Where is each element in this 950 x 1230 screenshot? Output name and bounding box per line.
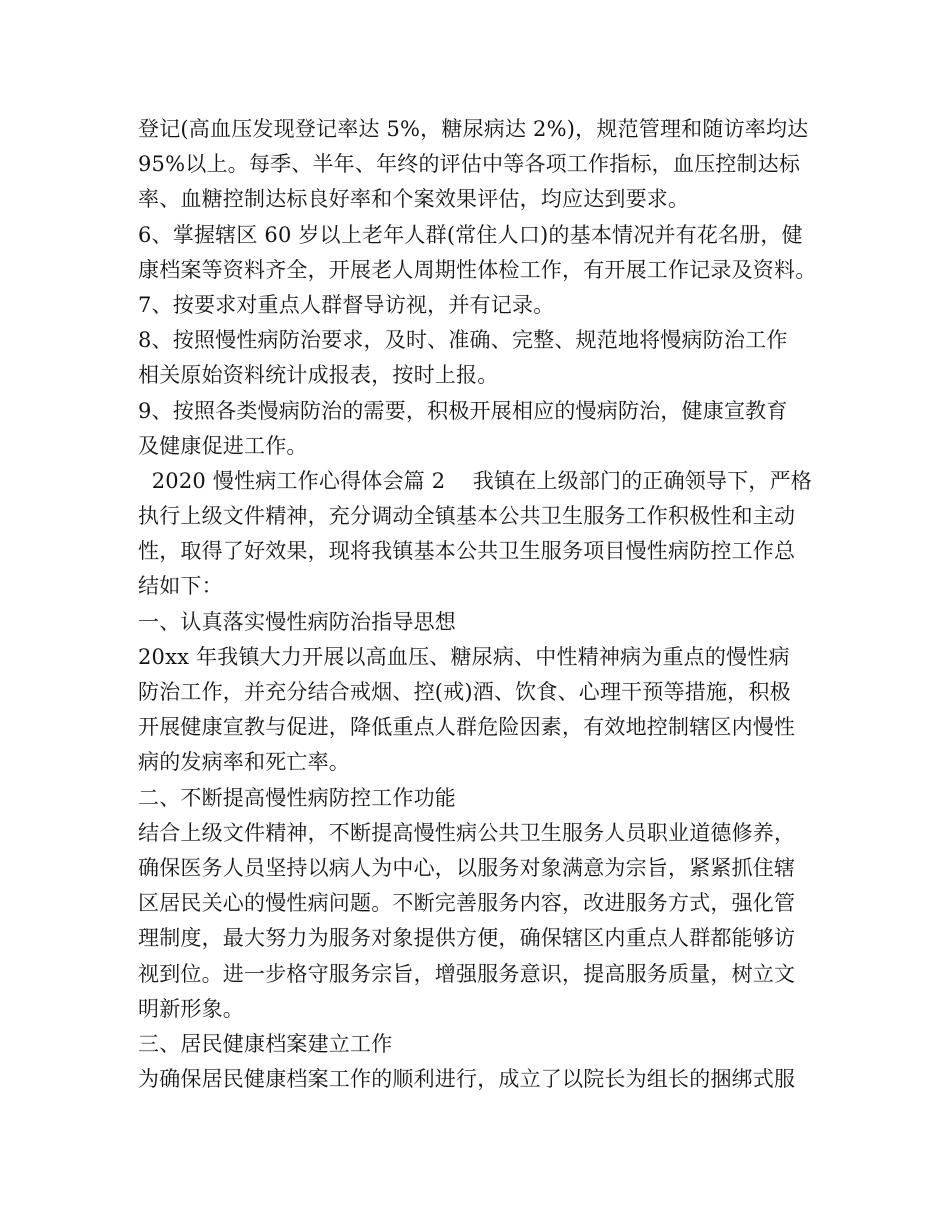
text-line: 明新形象。 bbox=[138, 996, 244, 1021]
document-body bbox=[138, 112, 828, 1097]
text-line: 开展健康宣教与促进，降低重点人群危险因素，有效地控制辖区内慢性 bbox=[138, 715, 796, 740]
text-line: 及健康促进工作。 bbox=[138, 433, 308, 458]
text-line: 登记(高血压发现登记率达 5%，糖尿病达 2%)，规范管理和随访率均达 bbox=[138, 117, 809, 141]
text-line: 确保医务人员坚持以病人为中心，以服务对象满意为宗旨，紧紧抓住辖 bbox=[138, 855, 796, 880]
text-line: 率、血糖控制达标良好率和个案效果评估，均应达到要求。 bbox=[138, 187, 690, 212]
text-line: 康档案等资料齐全，开展老人周期性体检工作，有开展工作记录及资料。 bbox=[138, 257, 817, 282]
text-line: 区居民关心的慢性病问题。不断完善服务内容，改进服务方式，强化管 bbox=[138, 891, 796, 916]
section-heading: 三、居民健康档案建立工作 bbox=[138, 1031, 393, 1056]
text-line: 6、掌握辖区 60 岁以上老年人群(常住人口)的基本情况并有花名册，健 bbox=[138, 222, 803, 247]
text-line: 执行上级文件精神，充分调动全镇基本公共卫生服务工作积极性和主动 bbox=[138, 504, 796, 529]
text-line: 7、按要求对重点人群督导访视，并有记录。 bbox=[138, 292, 555, 317]
text-line: 为确保居民健康档案工作的顺利进行，成立了以院长为组长的捆绑式服 bbox=[138, 1067, 796, 1092]
text-line: 8、按照慢性病防治要求，及时、准确、完整、规范地将慢病防治工作 bbox=[138, 328, 788, 353]
text-line: 2020 慢性病工作心得体会篇 2 我镇在上级部门的正确领导下，严格 bbox=[138, 468, 813, 493]
text-line: 95%以上。每季、半年、年终的评估中等各项工作指标，血压控制达标 bbox=[138, 152, 801, 177]
text-line: 相关原始资料统计成报表，按时上报。 bbox=[138, 363, 499, 388]
text-line: 病的发病率和死亡率。 bbox=[138, 750, 350, 775]
text-line: 理制度，最大努力为服务对象提供方便，确保辖区内重点人群都能够访 bbox=[138, 926, 796, 951]
text-line: 结合上级文件精神，不断提高慢性病公共卫生服务人员职业道德修养， bbox=[138, 820, 796, 845]
text-line: 结如下： bbox=[138, 574, 223, 599]
section-heading: 二、不断提高慢性病防控工作功能 bbox=[138, 785, 456, 810]
section-heading: 一、认真落实慢性病防治指导思想 bbox=[138, 609, 456, 634]
text-line: 防治工作，并充分结合戒烟、控(戒)酒、饮食、心理干预等措施，积极 bbox=[138, 680, 791, 704]
text-line: 性，取得了好效果，现将我镇基本公共卫生服务项目慢性病防控工作总 bbox=[138, 539, 796, 564]
text-line: 9、按照各类慢病防治的需要，积极开展相应的慢病防治，健康宣教育 bbox=[138, 398, 788, 423]
text-line: 视到位。进一步格守服务宗旨，增强服务意识，提高服务质量，树立文 bbox=[138, 961, 796, 986]
text-line: 20xx 年我镇大力开展以高血压、糖尿病、中性精神病为重点的慢性病 bbox=[138, 644, 790, 669]
